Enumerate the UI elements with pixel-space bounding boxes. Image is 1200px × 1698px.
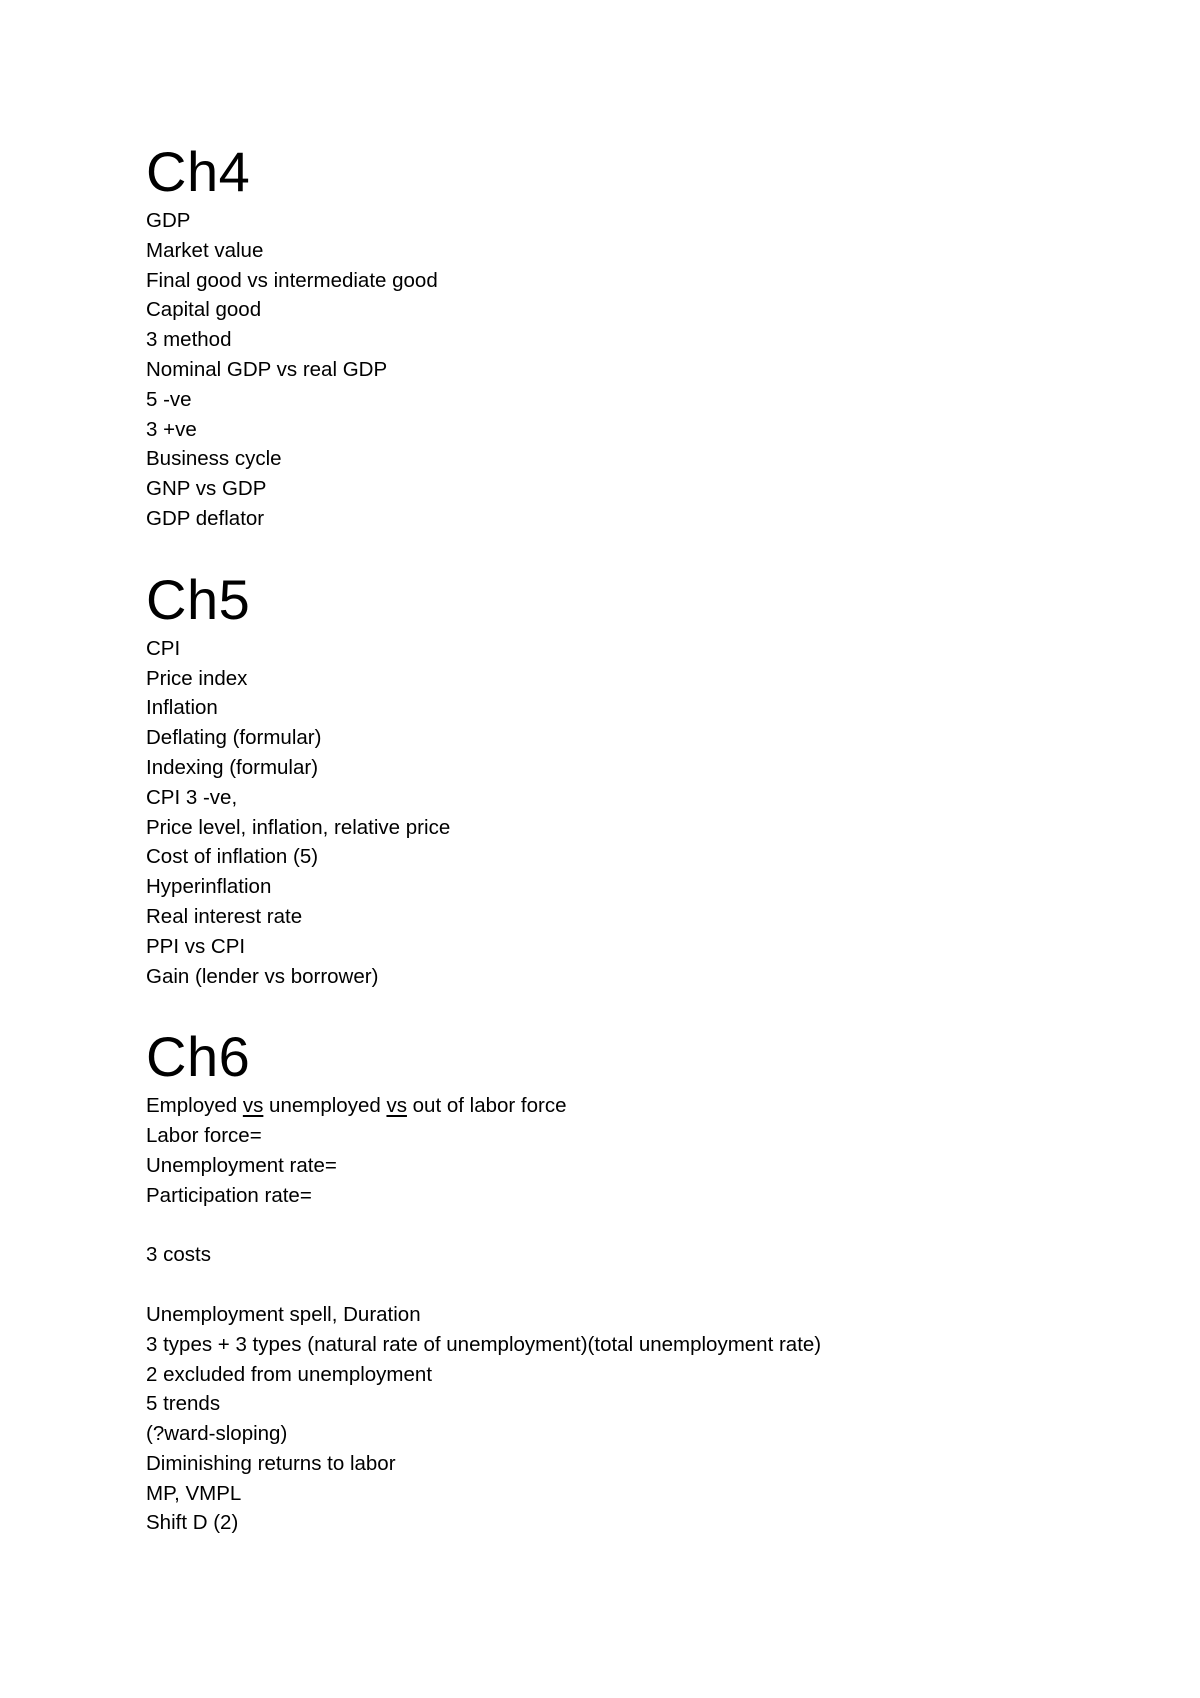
- blank-line: [146, 1211, 1106, 1241]
- section-gap: [146, 991, 1106, 1025]
- note-line: Participation rate=: [146, 1183, 312, 1207]
- note-line: MP, VMPL: [146, 1481, 242, 1505]
- note-line: Real interest rate: [146, 904, 303, 928]
- note-line: 5 -ve: [146, 387, 192, 411]
- note-line: 5 trends: [146, 1392, 221, 1416]
- section-ch4: [146, 140, 1106, 534]
- section-heading: Ch4: [146, 140, 251, 203]
- note-line: CPI 3 -ve,: [146, 785, 238, 809]
- note-line: Diminishing returns to labor: [146, 1451, 396, 1475]
- note-line-employment-status: [146, 1091, 1106, 1121]
- note-line: PPI vs CPI: [146, 934, 246, 958]
- note-line: Price level, inflation, relative price: [146, 815, 451, 839]
- note-line: GDP: [146, 209, 191, 232]
- note-line: Capital good: [146, 298, 262, 322]
- note-line: Unemployment rate=: [146, 1153, 337, 1177]
- note-line: Cost of inflation (5): [146, 845, 319, 869]
- note-line: 3 +ve: [146, 417, 197, 441]
- note-line: Price index: [146, 666, 248, 690]
- note-line: 3 types + 3 types (natural rate of unemployment)(total unemployment rate): [146, 1332, 822, 1356]
- note-line: Gain (lender vs borrower): [146, 964, 379, 988]
- note-line: Market value: [146, 238, 264, 262]
- note-line: (?ward-sloping): [146, 1422, 288, 1446]
- note-line: Inflation: [146, 696, 218, 720]
- note-line: Final good vs intermediate good: [146, 268, 438, 292]
- note-line: Indexing (formular): [146, 755, 319, 779]
- text-fragment: Employed: [146, 1094, 243, 1118]
- note-line: Hyperinflation: [146, 875, 272, 899]
- note-line: Deflating (formular): [146, 726, 322, 750]
- section-heading: Ch6: [146, 1025, 251, 1089]
- blank-line: [146, 1270, 1106, 1300]
- note-line: GDP deflator: [146, 506, 265, 530]
- note-line: Unemployment spell, Duration: [146, 1302, 421, 1326]
- section-ch5: [146, 568, 1106, 992]
- note-line: Labor force=: [146, 1124, 262, 1148]
- text-fragment: out of labor force: [406, 1094, 567, 1118]
- text-fragment: unemployed: [263, 1094, 387, 1118]
- section-heading: Ch5: [146, 567, 251, 631]
- underlined-vs: vs: [242, 1094, 264, 1118]
- note-line: GNP vs GDP: [146, 477, 267, 501]
- note-line: 2 excluded from unemployment: [146, 1362, 433, 1386]
- note-line: Nominal GDP vs real GDP: [146, 357, 388, 381]
- note-line: 3 method: [146, 328, 232, 352]
- note-line: 3 costs: [146, 1243, 211, 1267]
- section-gap: [146, 534, 1106, 568]
- note-line: Shift D (2): [146, 1511, 239, 1535]
- note-line: Business cycle: [146, 447, 282, 471]
- note-line: CPI: [146, 636, 181, 660]
- document-content: [146, 140, 1106, 1538]
- section-ch6: [146, 1025, 1106, 1538]
- underlined-vs: vs: [386, 1094, 407, 1118]
